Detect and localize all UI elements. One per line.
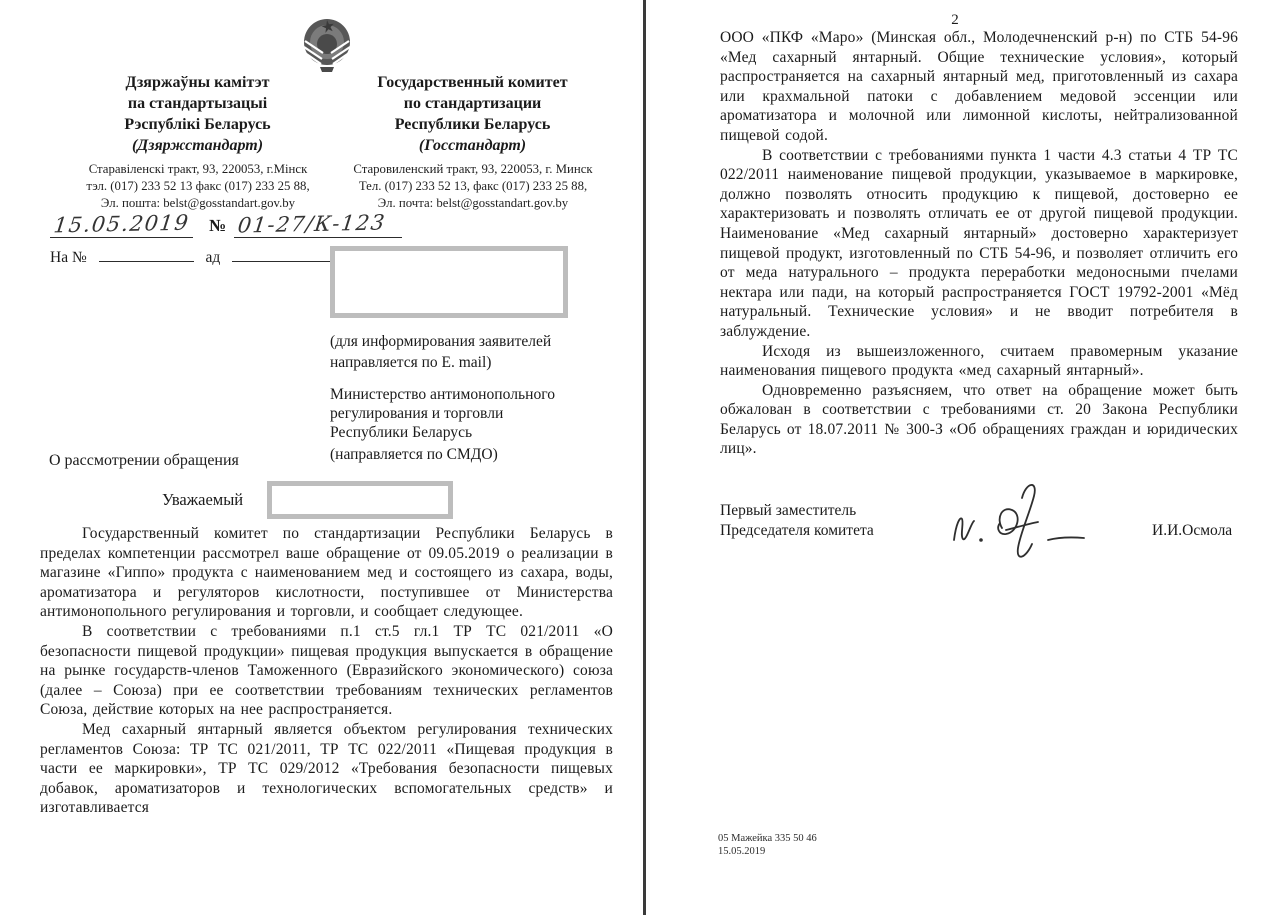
contacts-by-line: Старавіленскі тракт, 93, 220053, г.Мінск	[88, 162, 308, 176]
contacts-russian	[323, 161, 623, 212]
addressee-line: регулирования и торговли	[330, 405, 504, 422]
handwritten-number: 01-27/К-123	[236, 210, 388, 238]
addressee-line: Республики Беларусь	[330, 424, 473, 441]
handwritten-date: 15.05.2019	[52, 210, 191, 238]
reference-row	[50, 247, 374, 267]
body-paragraph: Одновременно разъясняем, что ответ на обращение может быть обжалован в соответствии с требованиями ст. 20 Закона Республики Беларусь от 18.07.2011 № 300-З «Об обращениях граждан и юридических лиц».	[720, 381, 1238, 458]
body-paragraph: ООО «ПКФ «Маро» (Минская обл., Молодечненский р-н) по СТБ 54-96 «Мед сахарный янтарный. Общие технические условия», который распространяется на сахарный янтарный мед, приготовленный из сахара или крахмальной патоки с добавлением медовой эссенции или ароматизатора и молочной или лимонной кислоты, нейтрализованной пищевой содой.	[720, 29, 1238, 144]
handwritten-signature-icon	[926, 478, 1156, 573]
contacts-ru-line: Старовиленский тракт, 93, 220053, г. Минск	[353, 162, 593, 176]
signer-title-line: Председателя комитета	[720, 522, 874, 539]
letterhead-ru-line: Республики Беларусь	[394, 116, 551, 133]
body-paragraph: Государственный комитет по стандартизации Республики Беларусь в пределах компетенции рассмотрел ваше обращение от 09.05.2019 о реализации в магазине «Гиппо» продукта с наименованием мед и состоящего из сахара, воды, ароматизатора и регуляторов кислотности, поступившее от Министерства антимонопольного регулирования и торговли, и сообщает следующее.	[40, 525, 613, 621]
body-paragraph: В соответствии с требованиями пункта 1 части 4.3 статьи 4 ТР ТС 022/2011 наименование пищевой продукции, указываемое в маркировке, должно позволять относить продукцию к пищевой, достоверно ее характеризовать и позволять отличать ее от другой пищевой продукции. Наименование «Мед сахарный янтарный» достоверно характеризует пищевой продукт, изготовленный по СТБ 54-96, и позволяет отличить его от меда натурального – продукта переработки медоносными пчелами нектара или пади, на который распространяется ГОСТ 19792-2001 «Мёд натуральный. Технические условия» и не вводит потребителя в заблуждение.	[720, 146, 1238, 340]
letterhead-russian	[330, 72, 615, 156]
page1-body	[40, 524, 613, 818]
contacts-ru-line: Тел. (017) 233 52 13, факс (017) 233 25 88,	[358, 179, 588, 193]
redaction-box-name	[267, 481, 453, 519]
page-number: 2	[951, 12, 959, 28]
number-field	[234, 212, 402, 238]
smdo-note: (направляется по СМДО)	[330, 446, 498, 463]
on-no-label: На №	[50, 249, 87, 266]
body-paragraph: В соответствии с требованиями п.1 ст.5 гл.1 ТР ТС 021/2011 «О безопасности пищевой продукции» пищевая продукция выпускается в обращение на рынке государств-членов Таможенного (Евразийского экономического) союза (далее – Союза) при ее соответствии требованиям технических регламентов Союза, действие которых на нее распространяется.	[40, 622, 613, 719]
ad-label: ад	[205, 249, 221, 266]
body-paragraph: Исходя из вышеизложенного, считаем правомерным указание наименования пищевого продукта «мед сахарный янтарный».	[720, 342, 1238, 380]
executor-line: 15.05.2019	[718, 846, 766, 857]
addressee-line: Министерство антимонопольного	[330, 386, 556, 403]
contacts-ru-line: Эл. почта: belst@gosstandart.gov.by	[377, 196, 569, 210]
page-2	[646, 0, 1280, 915]
email-note-line: направляется по E. mail)	[330, 354, 492, 371]
contacts-by-line: Эл. пошта: belst@gosstandart.gov.by	[100, 196, 296, 210]
subject-line: О рассмотрении обращения	[49, 452, 239, 469]
letterhead-ru-line: Государственный комитет	[377, 74, 568, 91]
executor-note	[718, 832, 817, 858]
addressee-block	[330, 385, 555, 442]
signer-title-line: Первый заместитель	[720, 502, 857, 519]
email-note-line: (для информирования заявителей	[330, 333, 552, 350]
signer-name: И.И.Осмола	[1152, 522, 1233, 539]
redaction-box-recipient	[330, 246, 568, 318]
letterhead-by-line: Дзяржаўны камітэт	[125, 74, 270, 91]
contacts-by-line: тэл. (017) 233 52 13 факс (017) 233 25 88,	[86, 179, 310, 193]
letterhead-ru-short-name: (Госстандарт)	[418, 137, 527, 154]
contacts-belarusian	[48, 161, 348, 212]
salutation: Уважаемый	[162, 490, 244, 509]
executor-line: 05 Мажейка 335 50 46	[718, 833, 817, 844]
email-note	[330, 331, 551, 373]
signer-title	[720, 501, 874, 541]
number-sign: №	[209, 216, 227, 235]
page2-body	[720, 28, 1238, 459]
date-number-row	[50, 212, 402, 238]
coat-of-arms-icon	[295, 10, 359, 76]
letterhead-ru-line: по стандартизации	[403, 95, 542, 112]
letterhead-by-line: па стандартызацыі	[127, 95, 268, 112]
body-paragraph: Мед сахарный янтарный является объектом регулирования технических регламентов Союза: ТР ТС 021/2011, ТР ТС 022/2011 «Пищевая продукция в части ее маркировки», ТР ТС 029/2012 «Требования безопасности пищевых добавок, ароматизаторов и технологических вспомогательных средств» и изготавливается	[40, 720, 613, 817]
reference-number-blank	[99, 247, 194, 262]
letterhead-by-line: Рэспублікі Беларусь	[124, 116, 271, 133]
letterhead-by-short-name: (Дзяржстандарт)	[131, 137, 264, 154]
date-field	[50, 212, 193, 238]
letterhead-belarusian	[55, 72, 340, 156]
